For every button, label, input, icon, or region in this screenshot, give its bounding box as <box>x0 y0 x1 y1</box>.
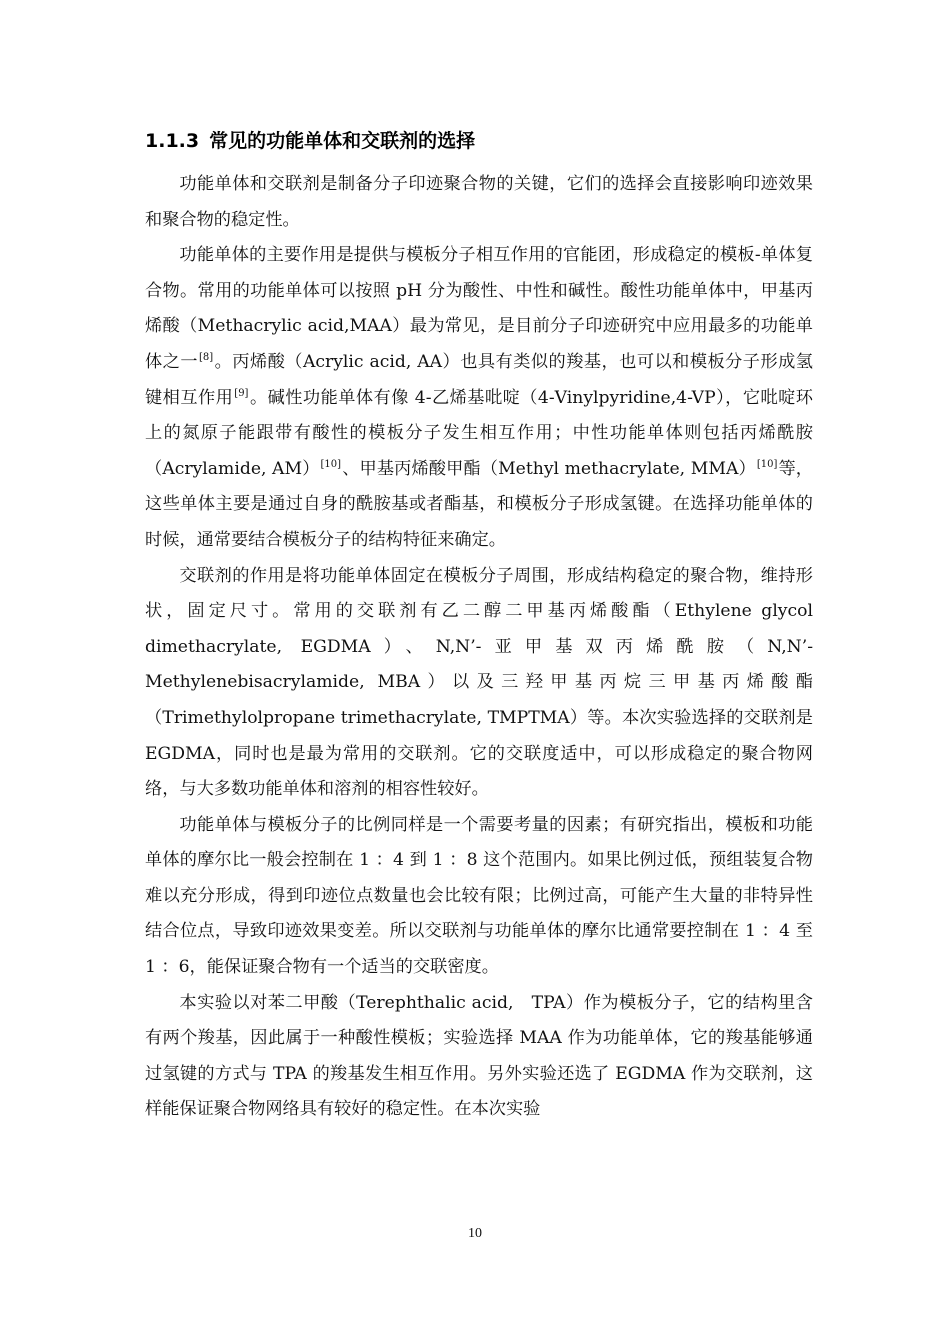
section-heading <box>145 126 825 156</box>
paragraph <box>145 808 813 986</box>
citation-marker: [10] <box>320 459 342 471</box>
paragraph <box>145 167 813 238</box>
paragraph-text: 功能单体和交联剂是制备分子印迹聚合物的关键，它们的选择会直接影响印迹效果和聚合物的稳定性。 <box>145 174 813 230</box>
citation-marker: [8] <box>199 352 214 364</box>
paragraph-text: 。碱性功能单体有像 4-乙烯基吡啶（4-Vinylpyridine,4-VP），它吡啶环上的氮原子能跟带有酸性的模板分子发生相互作用；中性功能单体则包括丙烯酰胺（Acrylamide, AM） <box>145 387 813 479</box>
citation-marker: [10] <box>756 459 778 471</box>
paragraph-text: 等，这些单体主要是通过自身的酰胺基或者酯基，和模板分子形成氢键。在选择功能单体的时候，通常要结合模板分子的结构特征来确定。 <box>145 458 813 550</box>
paragraph-text: 交联剂的作用是将功能单体固定在模板分子周围，形成结构稳定的聚合物，维持形状，固定尺寸。常用的交联剂有乙二醇二甲基丙烯酸酯（Ethylene glycol dimethacrylate, EGDMA）、N,N’-亚甲基双丙烯酰胺（N,N’-Methylenebisacrylamide, MBA）以及三羟甲基丙烷三甲基丙烯酸酯（Trimethylolpropane trimethacrylate, TMPTMA）等。本次实验选择的交联剂是 EGDMA，同时也是最为常用的交联剂。它的交联度适中，可以形成稳定的聚合物网络，与大多数功能单体和溶剂的相容性较好。 <box>145 565 813 800</box>
citation-marker: [9] <box>234 387 249 399</box>
section-number: 1.1.3 <box>145 130 200 152</box>
body-text <box>145 167 813 1128</box>
paragraph-text: 。丙烯酸（Acrylic acid, AA）也具有类似的羧基，也可以和模板分子形成氢键相互作用 <box>145 351 813 408</box>
section-title: 常见的功能单体和交联剂的选择 <box>209 130 476 152</box>
paragraph-text: 、甲基丙烯酸甲酯（Methyl methacrylate, MMA） <box>342 458 756 479</box>
page-number: 10 <box>468 1226 482 1241</box>
paragraph <box>145 238 813 558</box>
paragraph-text: 本实验以对苯二甲酸（Terephthalic acid, TPA）作为模板分子，它的结构里含有两个羧基，因此属于一种酸性模板；实验选择 MAA 作为功能单体，它的羧基能够通过氢键的方式与 TPA 的羧基发生相互作用。另外实验还选了 EGDMA 作为交联剂，这样能保证聚合物网络具有较好的稳定性。在本次实验 <box>145 992 813 1120</box>
paragraph <box>145 986 813 1128</box>
paragraph-text: 功能单体与模板分子的比例同样是一个需要考量的因素；有研究指出，模板和功能单体的摩尔比一般会控制在 1 ：4 到 1 ：8 这个范围内。如果比例过低，预组装复合物难以充分形成，得到印迹位点数量也会比较有限；比例过高，可能产生大量的非特异性结合位点，导致印迹效果变差。所以交联剂与功能单体的摩尔比通常要控制在 1 ：4 至 1 ：6，能保证聚合物有一个适当的交联密度。 <box>145 814 813 978</box>
paragraph <box>145 559 813 808</box>
paragraph-text: 功能单体的主要作用是提供与模板分子相互作用的官能团，形成稳定的模板-单体复合物。常用的功能单体可以按照 pH 分为酸性、中性和碱性。酸性功能单体中，甲基丙烯酸（Methacrylic acid,MAA）最为常见，是目前分子印迹研究中应用最多的功能单体之一 <box>145 245 813 372</box>
